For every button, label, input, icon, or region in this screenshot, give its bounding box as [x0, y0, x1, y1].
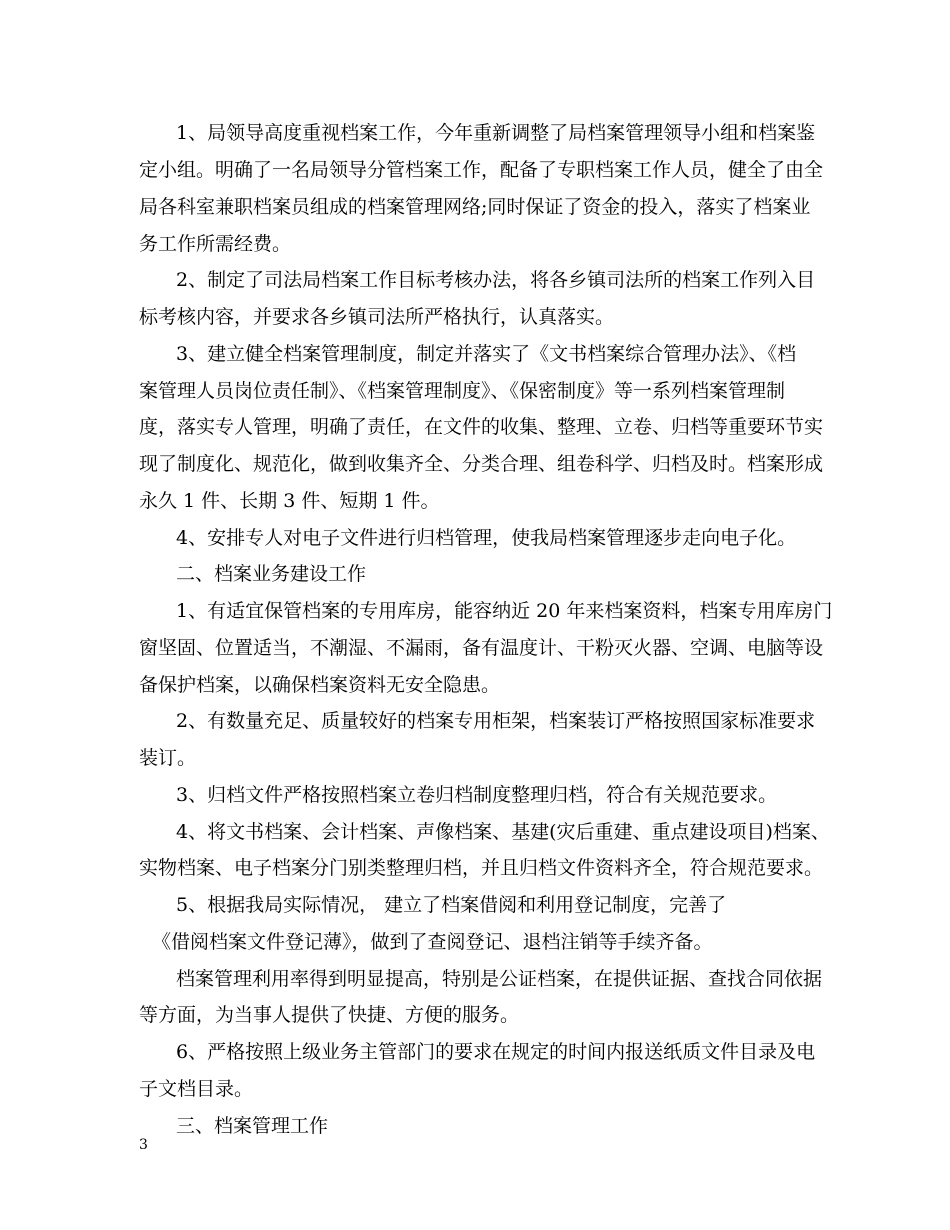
text-line: 标考核内容，并要求各乡镇司法所严格执行，认真落实。 [139, 306, 615, 328]
text-line: 子文档目录。 [139, 1078, 254, 1100]
text-line: 备保护档案，以确保档案资料无安全隐患。 [139, 674, 501, 696]
text-line: 4、将文书档案、会计档案、声像档案、基建(灾后重建、重点建设项目)档案、 [176, 821, 830, 843]
text-line: 4、安排专人对电子文件进行归档管理，使我局档案管理逐步走向电子化。 [176, 527, 797, 549]
text-line: 永久 1 件、长期 3 件、短期 1 件。 [139, 490, 440, 512]
text-line: 定小组。明确了一名局领导分管档案工作，配备了专职档案工作人员，健全了由全 [139, 159, 824, 181]
text-line: 《借阅档案文件登记薄》，做到了查阅登记、退档注销等手续齐备。 [152, 931, 713, 953]
text-line: 2、有数量充足、质量较好的档案专用柜架，档案装订严格按照国家标准要求 [176, 710, 816, 732]
text-line: 案管理人员岗位责任制》、《档案管理制度》、《保密制度》等一系列档案管理制 [139, 380, 786, 402]
text-line: 度，落实专人管理，明确了责任，在文件的收集、整理、立卷、归档等重要环节实 [139, 416, 824, 438]
text-line: 1、有适宜保管档案的专用库房，能容纳近 20 年来档案资料，档案专用库房门 [176, 600, 833, 622]
text-line: 局各科室兼职档案员组成的档案管理网络;同时保证了资金的投入，落实了档案业 [139, 196, 811, 218]
text-line: 装订。 [139, 747, 197, 769]
text-line: 实物档案、电子档案分门别类整理归档，并且归档文件资料齐全，符合规范要求。 [139, 857, 824, 879]
text-line: 3、归档文件严格按照档案立卷归档制度整理归档，符合有关规范要求。 [176, 784, 778, 806]
text-line: 1、局领导高度重视档案工作，今年重新调整了局档案管理领导小组和档案鉴 [176, 122, 816, 144]
section-heading: 二、档案业务建设工作 [176, 563, 367, 585]
text-line: 窗坚固、位置适当，不潮湿、不漏雨，备有温度计、干粉灭火器、空调、电脑等设 [139, 637, 824, 659]
text-line: 务工作所需经费。 [139, 233, 292, 255]
text-line: 5、根据我局实际情况， 建立了档案借阅和利用登记制度，完善了 [176, 894, 727, 916]
text-line: 档案管理利用率得到明显提高，特别是公证档案，在提供证据、查找合同依据 [176, 968, 823, 990]
text-line: 6、严格按照上级业务主管部门的要求在规定的时间内报送纸质文件目录及电 [176, 1041, 816, 1063]
text-line: 现了制度化、规范化，做到收集齐全、分类合理、组卷科学、归档及时。档案形成 [139, 453, 824, 475]
page-number: 3 [139, 1137, 148, 1153]
section-heading: 三、档案管理工作 [176, 1115, 329, 1137]
text-line: 2、制定了司法局档案工作目标考核办法，将各乡镇司法所的档案工作列入目 [176, 269, 816, 291]
text-line: 等方面，为当事人提供了快捷、方便的服务。 [139, 1004, 520, 1026]
text-line: 3、建立健全档案管理制度，制定并落实了《文书档案综合管理办法》、《档 [176, 343, 797, 365]
